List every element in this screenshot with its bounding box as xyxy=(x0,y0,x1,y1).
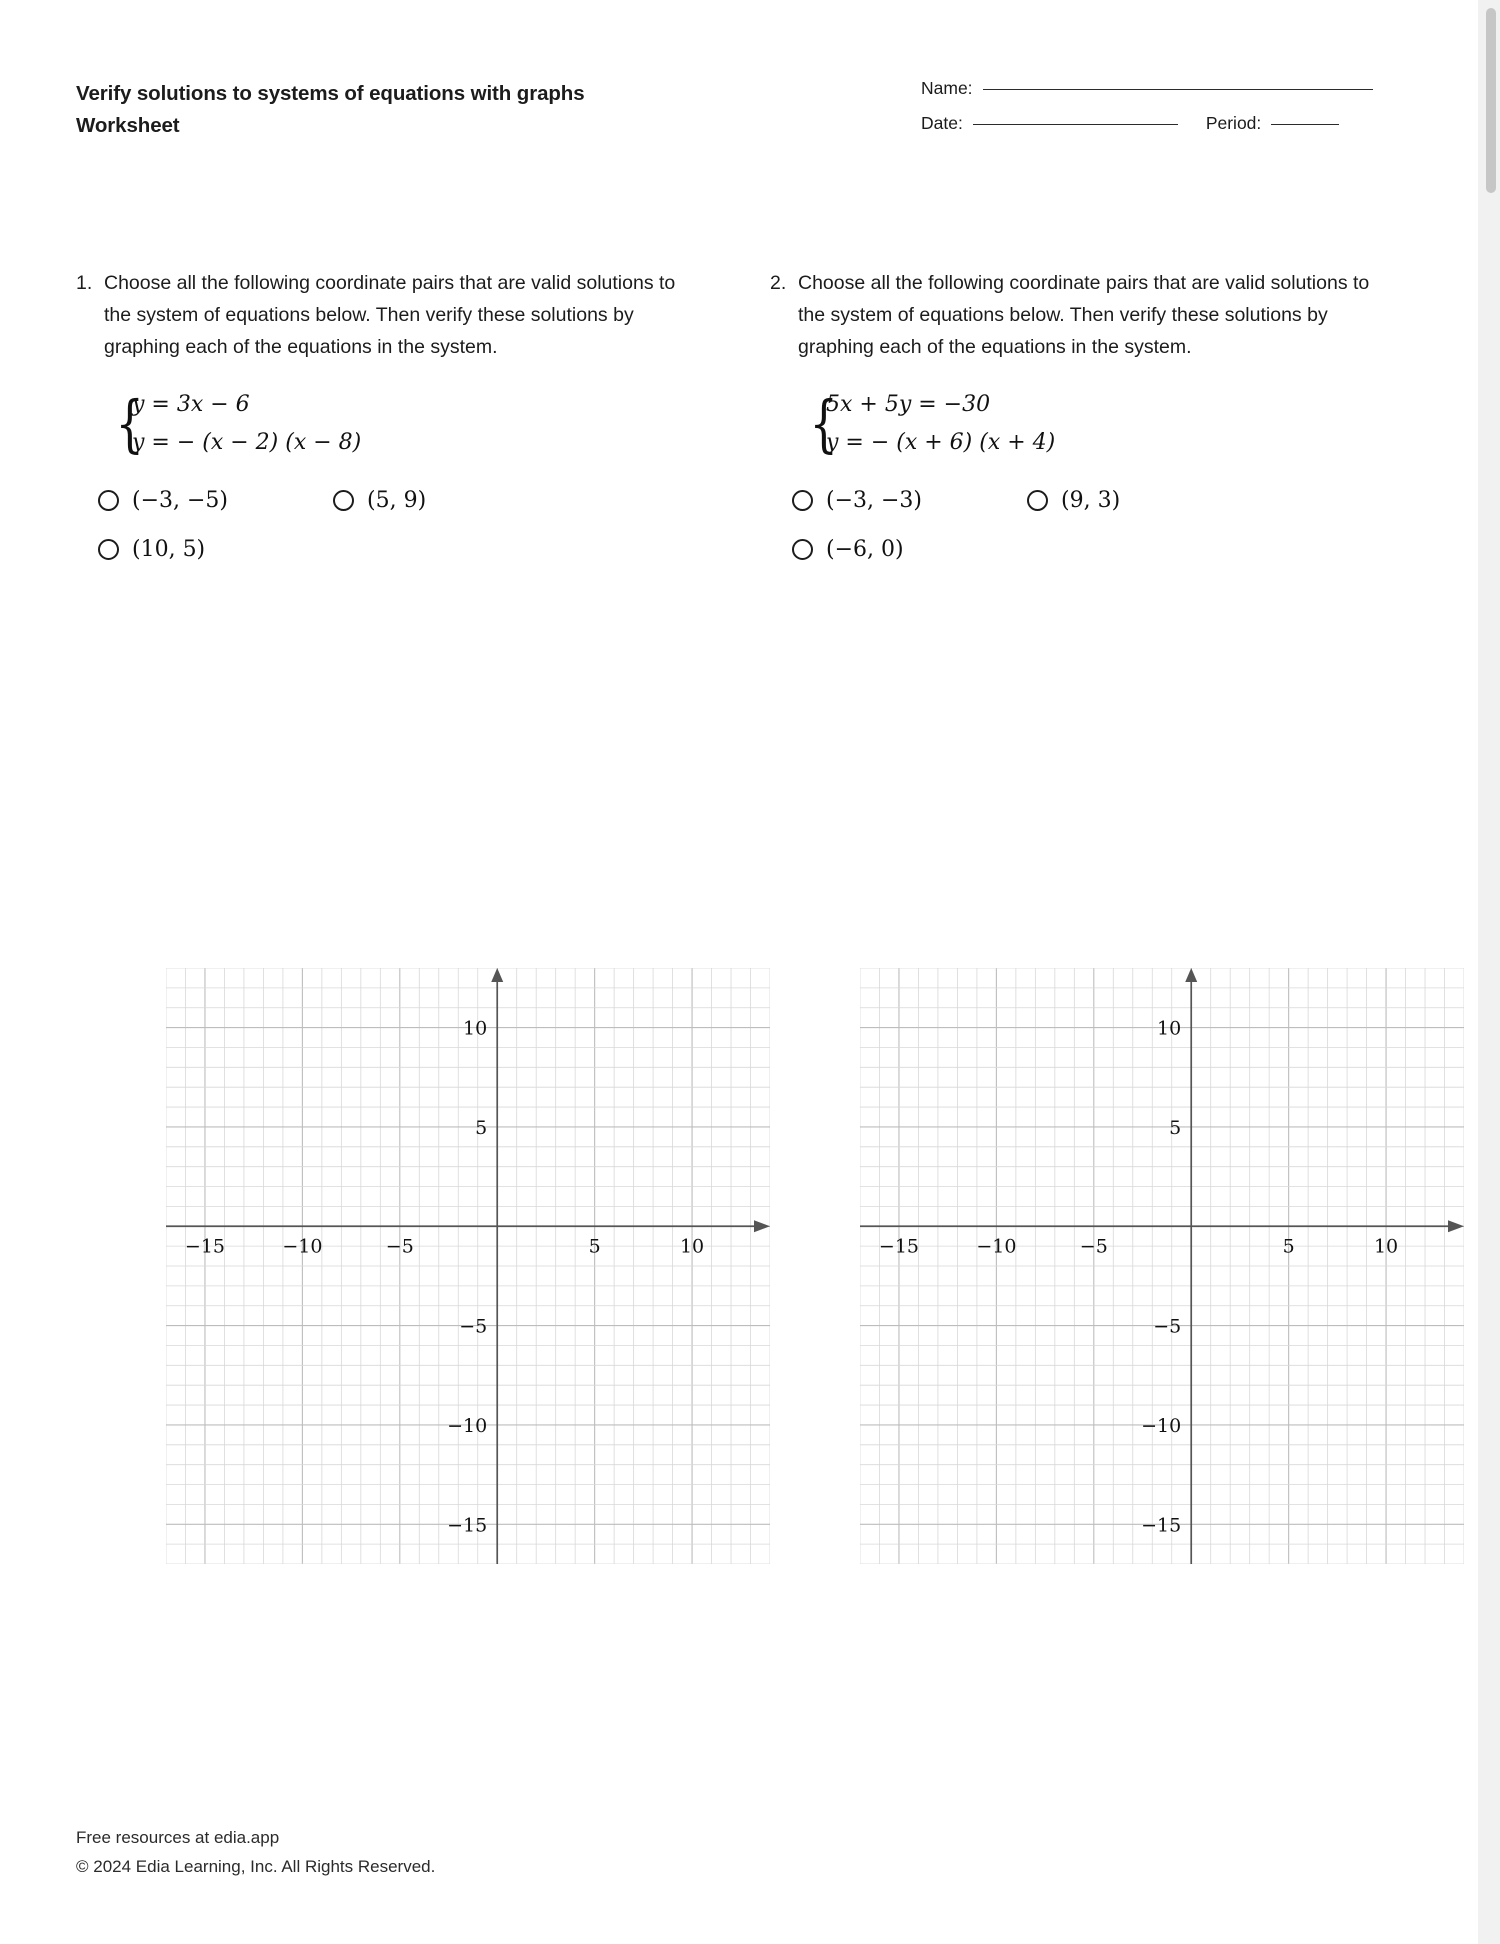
date-label: Date: xyxy=(921,113,963,133)
svg-text:5: 5 xyxy=(1169,1116,1182,1139)
student-meta xyxy=(921,78,1421,148)
problem-1-choices xyxy=(98,488,568,562)
problem-1 xyxy=(76,268,676,586)
problem-2-number: 2. xyxy=(770,272,787,294)
svg-text:−5: −5 xyxy=(385,1235,414,1258)
svg-text:5: 5 xyxy=(475,1116,488,1139)
svg-text:5: 5 xyxy=(1282,1235,1295,1258)
choice-label: (−3, −5) xyxy=(132,487,229,513)
coordinate-plane[interactable] xyxy=(860,968,1464,1564)
page-title-line1: Verify solutions to systems of equations with graphs xyxy=(76,82,585,105)
grid-svg xyxy=(166,968,770,1564)
footer-line-1: Free resources at edia.app xyxy=(76,1827,280,1847)
left-brace-icon: { xyxy=(809,386,838,460)
svg-text:5: 5 xyxy=(588,1235,601,1258)
scrollbar-thumb[interactable] xyxy=(1486,8,1496,193)
period-input-rule[interactable] xyxy=(1271,124,1339,125)
svg-text:−10: −10 xyxy=(447,1414,488,1437)
date-input-rule[interactable] xyxy=(973,124,1178,125)
page-title-line2: Worksheet xyxy=(76,113,180,137)
problem-1-equation-2: y = − (x − 2) (x − 8) xyxy=(132,429,362,455)
problem-2-graph xyxy=(860,968,1464,1564)
grid-svg xyxy=(860,968,1464,1564)
name-row xyxy=(921,78,1421,99)
problem-2-choice-2[interactable] xyxy=(1027,488,1262,513)
footer-line-2: © 2024 Edia Learning, Inc. All Rights Reserved. xyxy=(76,1857,436,1877)
name-input-rule[interactable] xyxy=(983,89,1373,90)
choice-row xyxy=(792,537,1262,562)
problem-1-choice-3[interactable] xyxy=(98,537,338,562)
problem-2 xyxy=(770,268,1370,586)
radio-icon[interactable] xyxy=(98,490,119,511)
svg-text:−15: −15 xyxy=(1141,1514,1182,1537)
problem-2-choice-1[interactable] xyxy=(792,488,1027,513)
svg-text:−10: −10 xyxy=(1141,1414,1182,1437)
coordinate-plane[interactable] xyxy=(166,968,770,1564)
problem-2-equation-2: y = − (x + 6) (x + 4) xyxy=(826,429,1056,455)
problem-2-system xyxy=(804,386,1370,462)
page-footer xyxy=(76,1823,435,1883)
choice-row xyxy=(98,488,568,513)
svg-text:−5: −5 xyxy=(459,1315,488,1338)
svg-text:10: 10 xyxy=(679,1235,705,1258)
problem-1-prompt xyxy=(76,268,676,364)
problem-1-choice-2[interactable] xyxy=(333,488,568,513)
scrollbar-track[interactable] xyxy=(1478,0,1500,1944)
radio-icon[interactable] xyxy=(792,539,813,560)
choice-label: (−6, 0) xyxy=(826,536,904,562)
problem-1-text: Choose all the following coordinate pairs that are valid solutions to the system of equations below. Then verify these solutions by graphing each of the equations in the system. xyxy=(104,272,676,358)
choice-label: (5, 9) xyxy=(367,487,427,513)
problem-1-equation-1: y = 3x − 6 xyxy=(132,391,250,417)
problem-2-equation-1: 5x + 5y = −30 xyxy=(826,391,991,417)
radio-icon[interactable] xyxy=(792,490,813,511)
svg-text:−10: −10 xyxy=(976,1235,1017,1258)
problem-2-choice-3[interactable] xyxy=(792,537,1032,562)
problem-1-choice-1[interactable] xyxy=(98,488,333,513)
choice-label: (10, 5) xyxy=(132,536,206,562)
choice-row xyxy=(792,488,1262,513)
choice-row xyxy=(98,537,568,562)
choice-label: (−3, −3) xyxy=(826,487,923,513)
radio-icon[interactable] xyxy=(333,490,354,511)
svg-text:−15: −15 xyxy=(878,1235,920,1258)
name-label: Name: xyxy=(921,78,973,98)
svg-text:−5: −5 xyxy=(1153,1315,1182,1338)
problem-1-system xyxy=(110,386,676,462)
choice-label: (9, 3) xyxy=(1061,487,1121,513)
svg-text:−5: −5 xyxy=(1079,1235,1108,1258)
problem-2-prompt xyxy=(770,268,1370,364)
page-title xyxy=(76,78,756,142)
date-period-row xyxy=(921,113,1421,134)
problem-1-graph xyxy=(166,968,770,1564)
radio-icon[interactable] xyxy=(1027,490,1048,511)
svg-text:10: 10 xyxy=(1373,1235,1399,1258)
period-label: Period: xyxy=(1205,113,1262,133)
svg-text:−15: −15 xyxy=(447,1514,488,1537)
radio-icon[interactable] xyxy=(98,539,119,560)
problem-1-number: 1. xyxy=(76,272,93,294)
left-brace-icon: { xyxy=(115,386,144,460)
svg-text:−15: −15 xyxy=(184,1235,226,1258)
svg-text:−10: −10 xyxy=(282,1235,323,1258)
problem-2-choices xyxy=(792,488,1262,562)
svg-text:10: 10 xyxy=(463,1017,488,1040)
svg-text:10: 10 xyxy=(1157,1017,1182,1040)
problem-2-text: Choose all the following coordinate pairs that are valid solutions to the system of equations below. Then verify these solutions by graphing each of the equations in the system. xyxy=(798,272,1370,358)
